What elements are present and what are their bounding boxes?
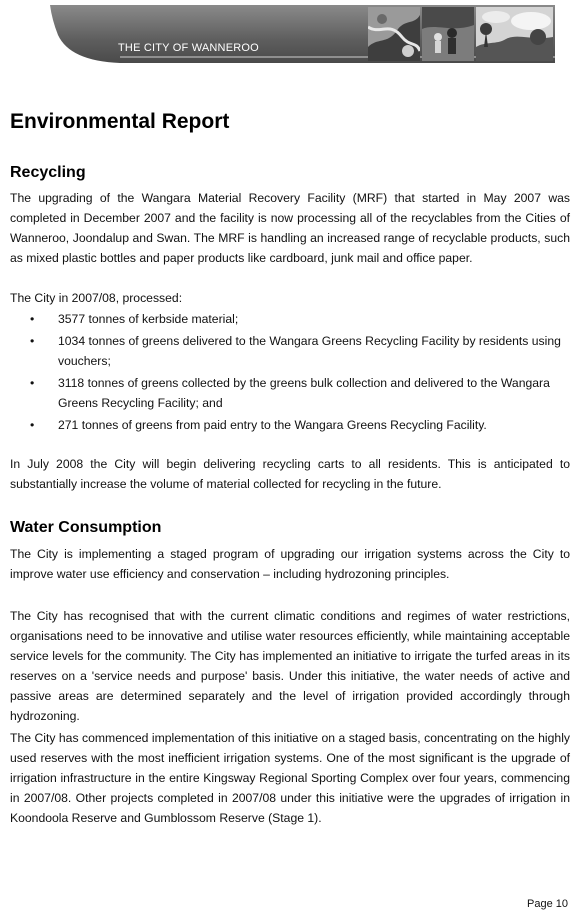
bullet-glyph: • [30, 312, 35, 326]
people-outdoors-photo [422, 7, 474, 61]
water-paragraph-3: The City has commenced implementation of this initiative on a staged basis, concentrating on the highly used reserves with the most inefficient irrigation systems. One of the most significant is the upgrade of irrigation infrastructure in the entire Kingsway Regional Sporting Complex over four years, commencing in 2007/08. Other projects completed in 2007/08 under this initiative were the upgrades of irrigation in Koondoola Reserve and Gumblossom Reserve (Stage 1). [10, 731, 570, 825]
header-banner [50, 5, 555, 63]
page-title: Environmental Report [10, 110, 230, 133]
page-number: Page 10 [527, 898, 568, 910]
aerial-landscape-photo [368, 7, 420, 61]
list-item [10, 415, 570, 435]
list-item-text: 1034 tonnes of greens delivered to the Wangara Greens Recycling Facility by residents using vouchers; [58, 334, 561, 368]
list-item [10, 331, 570, 371]
water-paragraph-2: The City has recognised that with the current climatic conditions and regimes of water restrictions, organisations need to be innovative and utilise water resources efficiently, while maintaining acceptable service levels for the community. The City has implemented an initiative to irrigate the turfed areas in its reserves on a 'service needs and purpose' basis. Under this initiative, the water needs of active and passive areas are determined separately and the level of irrigation provided accordingly through hydrozoning. [10, 609, 570, 723]
water-paragraph-1: The City is implementing a staged program of upgrading our irrigation systems across the City to improve water use efficiency and conservation – including hydrozoning principles. [10, 547, 570, 581]
recycling-heading: Recycling [10, 164, 86, 181]
list-item-text: 3118 tonnes of greens collected by the greens bulk collection and delivered to the Wangara Greens Recycling Facility; and [58, 376, 550, 410]
recycling-paragraph: The upgrading of the Wangara Material Recovery Facility (MRF) that started in May 2007 was completed in December 2007 and the facility is now processing all of the recyclables from the Cities of Wanneroo, Joondalup and Swan. The MRF is handling an increased range of recyclable products, such as mixed plastic bottles and paper products like cardboard, junk mail and office paper. [10, 191, 570, 265]
recycling-closing: In July 2008 the City will begin delivering recycling carts to all residents. This is anticipated to substantially increase the volume of material collected for recycling in the future. [10, 457, 570, 491]
processed-list [10, 309, 570, 437]
processed-intro: The City in 2007/08, processed: [10, 291, 183, 305]
bullet-glyph: • [30, 376, 35, 390]
water-consumption-heading: Water Consumption [10, 519, 162, 536]
list-item-text: 3577 tonnes of kerbside material; [58, 312, 239, 326]
list-item [10, 373, 570, 413]
org-name: THE CITY OF WANNEROO [118, 42, 259, 54]
list-item-text: 271 tonnes of greens from paid entry to the Wangara Greens Recycling Facility. [58, 418, 487, 432]
list-item [10, 309, 570, 329]
sky-and-trees-photo [476, 7, 553, 61]
bullet-glyph: • [30, 418, 35, 432]
bullet-glyph: • [30, 334, 35, 348]
